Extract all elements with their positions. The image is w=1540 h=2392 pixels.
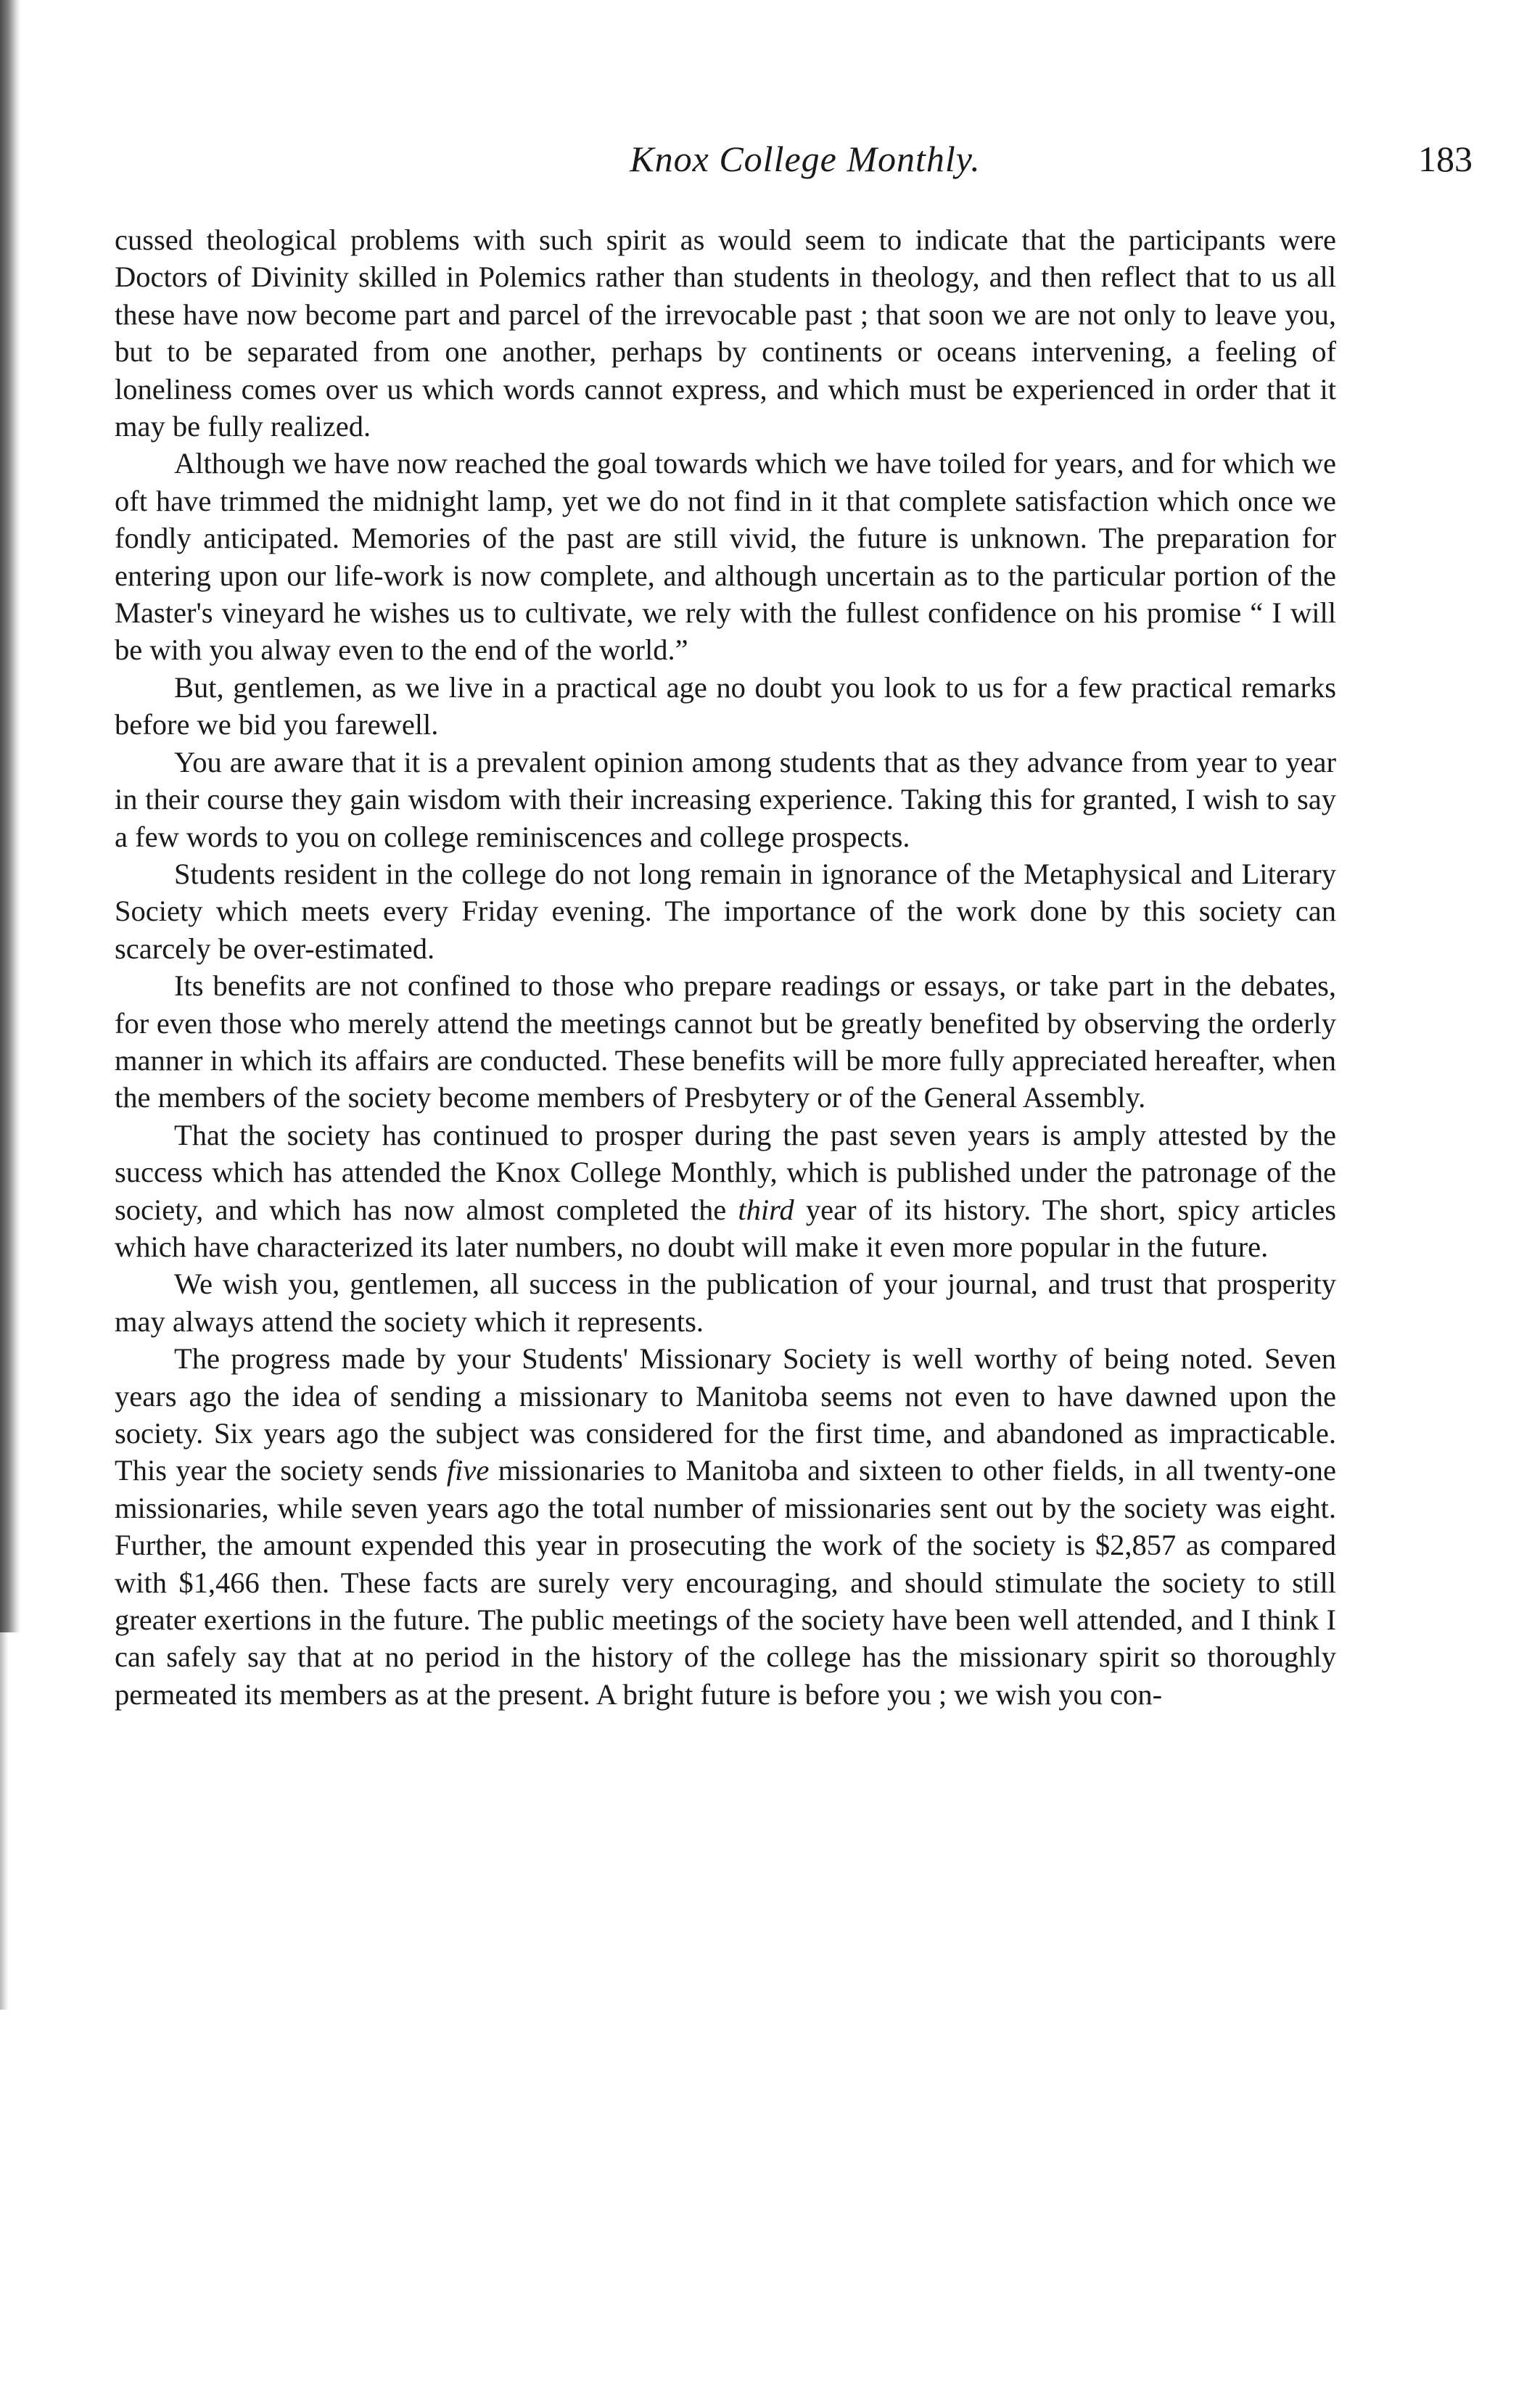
paragraph-text: The progress made by your Students' Missionary Society is well worthy of being noted. Seven years ago the idea of sending a missionary to Manitoba seems not even to have dawned upon the society. Six years ago the subject was considered for the first time, and abandoned as impracticable. This year the society sends bbox=[115, 1342, 1336, 1487]
paragraph-text: missionaries to Manitoba and sixteen to other fields, in all twenty-one missionaries, while seven years ago the total number of missionaries sent out by the society was eight. Further, the amount expended this year in prosecuting the work of the society is $2,857 as compared with $1,466 then. These facts are surely very encouraging, and should stimulate the society to still greater exertions in the future. The public meetings of the society have been well attended, and I think I can safely say that at no period in the history of the college has the missionary spirit so thoroughly permeated its members as at the present. A bright future is before you ; we wish you con- bbox=[115, 1454, 1336, 1711]
paragraph-text: That the society has continued to prosper during the past seven years is amply attested by the success which has attended the Knox College Monthly, which is published under the patronage of the society, and which has now almost completed the bbox=[115, 1118, 1336, 1226]
paragraph-text: We wish you, gentlemen, all success in the publication of your journal, and trust that prosperity may always attend the society which it represents. bbox=[115, 1267, 1336, 1338]
paragraph-text: Its benefits are not confined to those who prepare readings or essays, or take part in the debates, for even those who merely attend the meetings cannot but be greatly benefited by observing the orderly manner in which its affairs are conducted. These benefits will be more fully appreciated hereafter, when the members of the society become members of Presbytery or of the General Assembly. bbox=[115, 969, 1336, 1114]
paragraph-text: year of its history. The short, spicy articles which have characterized its later numbers, no doubt will make it even more popular in the future. bbox=[115, 1193, 1336, 1263]
paragraph-4 bbox=[115, 744, 1336, 855]
paragraph-2 bbox=[115, 445, 1336, 668]
paragraph-7 bbox=[115, 1117, 1336, 1266]
paragraph-text: Students resident in the college do not long remain in ignorance of the Metaphysical and Literary Society which meets every Friday evening. The importance of the work done by this society can scarcely be over-estimated. bbox=[115, 857, 1336, 965]
italic-word-five: five bbox=[446, 1454, 490, 1487]
scan-edge-shadow bbox=[0, 0, 20, 1632]
paragraph-6 bbox=[115, 967, 1336, 1117]
paragraph-3 bbox=[115, 669, 1336, 744]
paragraph-text: You are aware that it is a prevalent opinion among students that as they advance from year to year in their course they gain wisdom with their increasing experience. Taking this for granted, I wish to say a few words to you on college reminiscences and college prospects. bbox=[115, 745, 1336, 853]
paragraph-text: But, gentlemen, as we live in a practical age no doubt you look to us for a few practical remarks before we bid you farewell. bbox=[115, 670, 1336, 741]
paragraph-text: cussed theological problems with such spirit as would seem to indicate that the participants were Doctors of Divinity skilled in Polemics rather than students in theology, and then reflect that to us all these have now become part and parcel of the irrevocable past ; that soon we are not only to leave you, but to be separated from one another, perhaps by continents or oceans intervening, a feeling of loneliness comes over us which words cannot express, and which must be experienced in order that it may be fully realized. bbox=[115, 223, 1336, 443]
running-title: Knox College Monthly. bbox=[630, 139, 981, 179]
scan-edge-shadow-lower bbox=[0, 1632, 9, 2010]
paragraph-5 bbox=[115, 855, 1336, 967]
running-head bbox=[116, 138, 1494, 196]
paragraph-text: Although we have now reached the goal towards which we have toiled for years, and for which we oft have trimmed the midnight lamp, yet we do not find in it that complete satisfaction which once we fondly anticipated. Memories of the past are still vivid, the future is unknown. The preparation for entering upon our life-work is now complete, and although uncertain as to the particular portion of the Master's vineyard he wishes us to cultivate, we rely with the fullest confidence on his promise “ I will be with you alway even to the end of the world.” bbox=[115, 447, 1336, 667]
page-number: 183 bbox=[1418, 139, 1473, 179]
paragraph-9 bbox=[115, 1340, 1336, 1713]
paragraph-1 bbox=[115, 221, 1336, 445]
paragraph-8 bbox=[115, 1265, 1336, 1340]
italic-word-third: third bbox=[738, 1193, 794, 1226]
body-text bbox=[115, 221, 1336, 1713]
